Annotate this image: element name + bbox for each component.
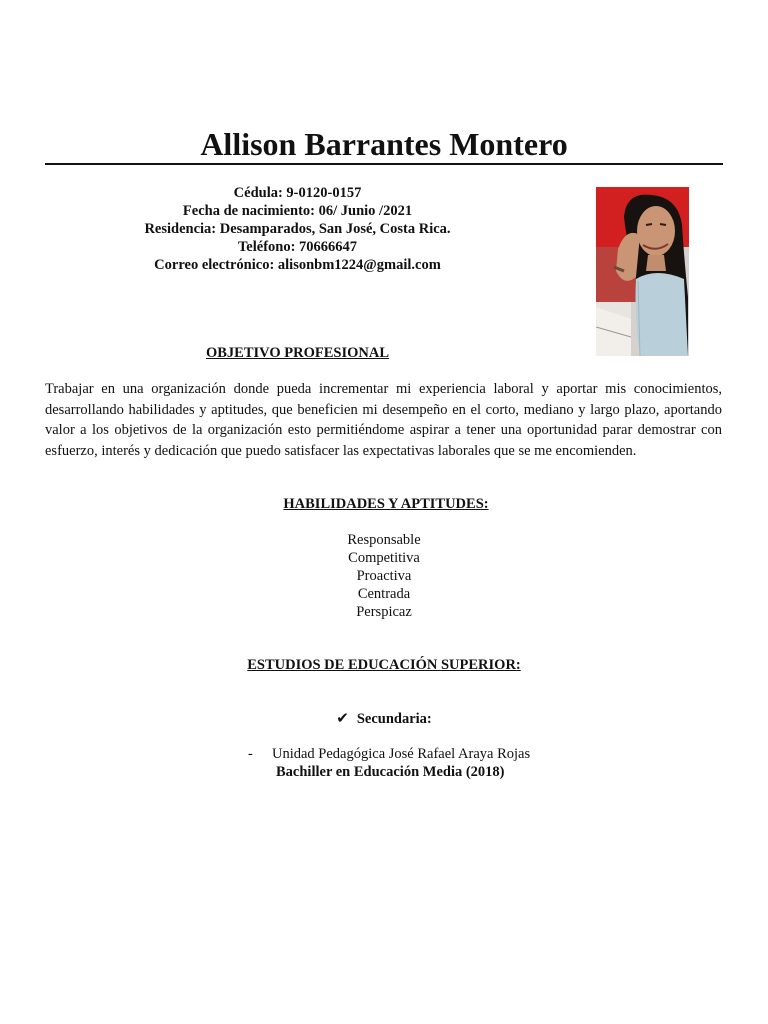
birth-date: Fecha de nacimiento: 06/ Junio /2021 bbox=[182, 203, 413, 219]
objective-heading: OBJETIVO PROFESIONAL bbox=[205, 345, 389, 361]
skills-list bbox=[0, 531, 768, 621]
school-entry bbox=[248, 745, 530, 763]
contact-block bbox=[90, 184, 505, 274]
skill-item: Responsable bbox=[347, 532, 421, 548]
list-dash: - bbox=[248, 746, 253, 762]
profile-photo bbox=[596, 187, 689, 356]
education-level-label: Secundaria: bbox=[356, 711, 432, 727]
education-heading: ESTUDIOS DE EDUCACIÓN SUPERIOR: bbox=[247, 657, 521, 673]
skill-item: Competitiva bbox=[348, 550, 420, 566]
skill-item: Proactiva bbox=[356, 568, 412, 584]
education-level bbox=[0, 709, 768, 728]
id-number: Cédula: 9-0120-0157 bbox=[233, 185, 362, 201]
objective-text: Trabajar en una organización donde pueda incrementar mi experiencia laboral y aportar mis conocimientos, desarrollando habilidades y aptitudes, que beneficien mi desempeño en el corto, mediano y largo plazo, aportando valor a los objetivos de la organización esto permitiéndome aspirar a tener una oportunidad parar demostrar con esfuerzo, interés y dedicación que puedo satisfacer las expectativas laborales que se me encomienden. bbox=[45, 381, 722, 459]
candidate-name: Allison Barrantes Montero bbox=[200, 126, 568, 162]
email-address: Correo electrónico: alisonbm1224@gmail.com bbox=[154, 257, 441, 273]
skills-heading: HABILIDADES Y APTITUDES: bbox=[283, 496, 489, 512]
profile-photo-illustration bbox=[596, 187, 689, 356]
school-name: Unidad Pedagógica José Rafael Araya Rojas bbox=[272, 746, 531, 762]
checkmark-icon: ✔ bbox=[336, 709, 349, 727]
skill-item: Centrada bbox=[357, 586, 411, 602]
skill-item: Perspicaz bbox=[356, 604, 412, 620]
phone-number: Teléfono: 70666647 bbox=[237, 239, 358, 255]
residence: Residencia: Desamparados, San José, Costa Rica. bbox=[144, 221, 451, 237]
title-divider bbox=[45, 163, 723, 165]
degree-name: Bachiller en Educación Media (2018) bbox=[276, 764, 505, 780]
